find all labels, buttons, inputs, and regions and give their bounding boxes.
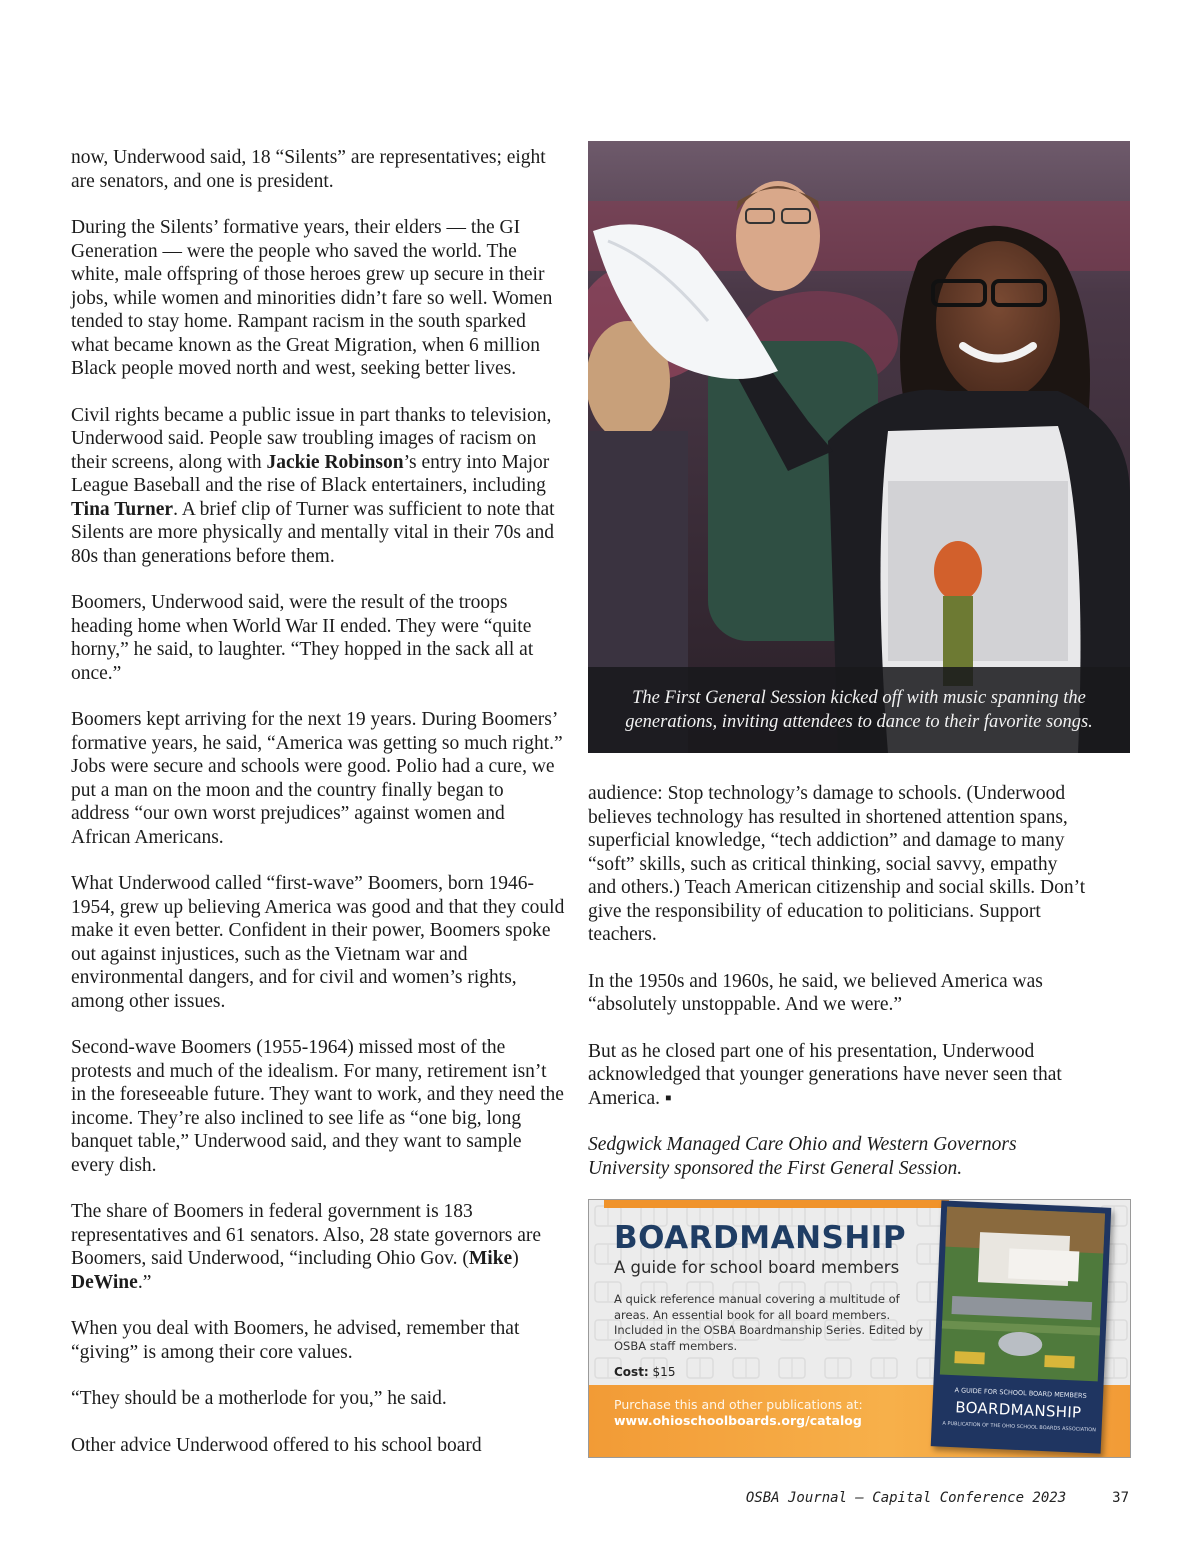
book-title: BOARDMANSHIP bbox=[954, 1398, 1082, 1422]
paragraph: Civil rights became a public issue in part thanks to television, Underwood said. People saw troubling images of racism on their screens, along with Jackie Robinson’s entry into Major League Baseball and the rise of Black entertainers, including Tina Turner. A brief clip of Turner was sufficient to note that Silents are more physically and mentally vital in their 70s and 80s than generations before them. bbox=[71, 404, 555, 567]
caption-line: The First General Session kicked off with music spanning the bbox=[632, 688, 1086, 708]
right-article-column bbox=[588, 782, 1088, 1203]
paragraph: audience: Stop technology’s damage to schools. (Underwood believes technology has resulted in shortened attention spans, superficial knowledge, “tech addiction” and damage to many “soft” skills, such as critical thinking, social savvy, empathy and others.) Teach American citizenship and social skills. Don’t give the responsibility of education to politicians. Support teachers. bbox=[588, 783, 1086, 945]
caption-line: generations, inviting attendees to dance to their favorite songs. bbox=[625, 712, 1093, 732]
paragraph: But as he closed part one of his presentation, Underwood acknowledged that younger generations have never seen that America. ▪ bbox=[588, 1040, 1062, 1109]
left-article-column bbox=[71, 146, 566, 1480]
person-name: Tina Turner bbox=[71, 498, 174, 520]
paragraph: During the Silents’ formative years, their elders — the GI Generation — were the people who saved the world. The white, male offspring of those heroes grew up secure in their jobs, while women and minorities didn’t fare so well. Women tended to stay home. Rampant racism in the south sparked what became known as the Great Migration, when 6 million Black people moved north and west, seeking better lives. bbox=[71, 217, 553, 379]
boardmanship-ad[interactable] bbox=[588, 1199, 1131, 1458]
book-tagline: A GUIDE FOR SCHOOL BOARD MEMBERS bbox=[954, 1386, 1087, 1400]
book-cover bbox=[931, 1200, 1112, 1453]
person-name: DeWine bbox=[71, 1271, 138, 1293]
paragraph: When you deal with Boomers, he advised, remember that “giving” is among their core values. bbox=[71, 1318, 520, 1363]
person-name: Jackie Robinson bbox=[266, 451, 404, 473]
publication-name: OSBA Journal — Capital Conference 2023 bbox=[745, 1490, 1067, 1506]
paragraph: now, Underwood said, 18 “Silents” are representatives; eight are senators, and one is president. bbox=[71, 147, 546, 192]
paragraph: In the 1950s and 1960s, he said, we believed America was “absolutely unstoppable. And we were.” bbox=[588, 970, 1043, 1015]
paragraph: Boomers kept arriving for the next 19 years. During Boomers’ formative years, he said, “America was getting so much right.” Jobs were secure and schools were good. Polio had a cure, we put a man on the moon and the country finally began to address “our own worst prejudices” against women and African Americans. bbox=[71, 709, 563, 848]
paragraph: What Underwood called “first-wave” Boomers, born 1946-1954, grew up believing America was good and that they could make it even better. Confident in their power, Boomers spoke out against injustices, such as the Vietnam war and environmental dangers, and for civil and women’s rights, among other issues. bbox=[71, 873, 565, 1012]
book-publisher: A PUBLICATION OF THE OHIO SCHOOL BOARDS ASSOCIATION bbox=[942, 1420, 1097, 1434]
ad-accent-bar bbox=[604, 1200, 949, 1208]
ad-description: A quick reference manual covering a multitude of areas. An essential book for all board members. Included in the OSBA Boardmanship Series. Edited by OSBA staff members. bbox=[614, 1292, 924, 1353]
ad-title: BOARDMANSHIP bbox=[614, 1220, 907, 1256]
page-number: 37 bbox=[1112, 1490, 1129, 1506]
person-name: Mike bbox=[468, 1248, 513, 1269]
ad-purchase-text: Purchase this and other publications at: bbox=[614, 1397, 863, 1412]
photo-illustration bbox=[588, 141, 1130, 753]
paragraph: “They should be a motherlode for you,” he said. bbox=[71, 1388, 447, 1409]
paragraph: Second-wave Boomers (1955-1964) missed most of the protests and much of the idealism. For many, retirement isn’t in the foreseeable future. They want to work, and they need the income. They’re also inclined to see life as “one big, long banquet table,” Underwood said, and they want to sample every dish. bbox=[71, 1037, 564, 1176]
paragraph: Other advice Underwood offered to his school board bbox=[71, 1434, 482, 1456]
sponsor-credit: Sedgwick Managed Care Ohio and Western Governors University sponsored the First General Session. bbox=[588, 1134, 1017, 1179]
page-footer bbox=[746, 1490, 1129, 1506]
ad-subtitle: A guide for school board members bbox=[614, 1258, 900, 1277]
catalog-link[interactable]: www.ohioschoolboards.org/catalog bbox=[614, 1413, 862, 1428]
paragraph: Boomers, Underwood said, were the result of the troops heading home when World War II ended. They were “quite horny,” he said, to laughter. “They hopped in the sack all at once.” bbox=[71, 592, 534, 684]
paragraph: The share of Boomers in federal government is 183 representatives and 61 senators. Also, 28 state governors are Boomers, said Underwood, “including Ohio Gov. (Mike) DeWine.” bbox=[71, 1201, 542, 1293]
ad-cost: Cost: $15 bbox=[614, 1365, 676, 1379]
photo-caption bbox=[588, 667, 1130, 753]
event-photo bbox=[588, 141, 1130, 753]
